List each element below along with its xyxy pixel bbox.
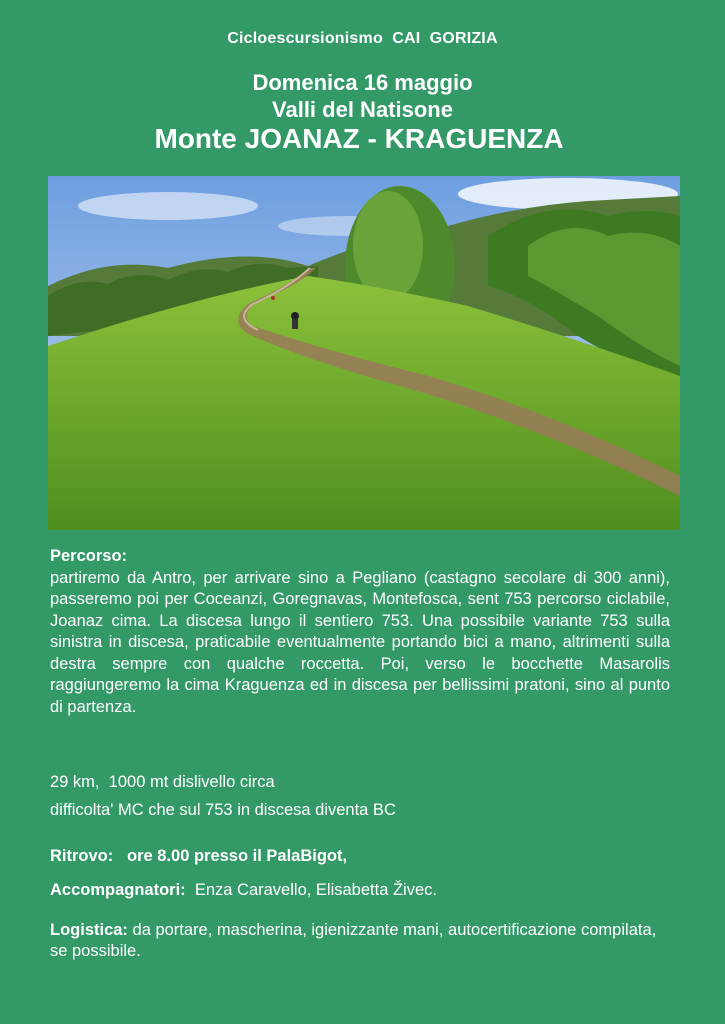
logistics-label: Logistica: [50, 921, 128, 939]
route-label: Percorso: [50, 547, 128, 565]
distance-text: 29 km, 1000 mt dislivello circa [50, 773, 275, 791]
logistics-text: da portare, mascherina, igienizzante mani, autocertificazione compilata, se possibile. [50, 921, 657, 960]
event-area: Valli del Natisone [272, 97, 453, 122]
route-section [50, 546, 670, 718]
guides-section [50, 880, 670, 902]
guides-label: Accompagnatori: [50, 881, 186, 899]
organization-header: Cicloescursionismo CAI GORIZIA [227, 30, 498, 47]
event-date: Domenica 16 maggio [252, 70, 473, 95]
difficulty-text: difficolta' MC che sul 753 in discesa diventa BC [50, 801, 396, 819]
guides-names: Enza Caravello, Elisabetta Živec. [185, 881, 437, 899]
logistics-section [50, 920, 670, 962]
landscape-photo-icon [48, 176, 680, 530]
route-text: partiremo da Antro, per arrivare sino a Pegliano (castagno secolare di 300 anni), passeremo poi per Coceanzi, Goregnavas, Montefosca, sent 753 percorso ciclabile, Joanaz cima. La discesa lungo il sentiero 753. Una possibile variante 753 sulla sinistra in discesa, praticabile eventualmente portando bici a mano, altrimenti sulla destra sempre con qualche roccetta. Poi, verso le bocchette Masarolis raggiungeremo la cima Kraguenza ed in discesa per bellissimi pratoni, sino al punto di partenza. [50, 568, 670, 716]
meeting-text: Ritrovo: ore 8.00 presso il PalaBigot, [50, 847, 348, 865]
stats-section [50, 768, 670, 824]
landscape-photo [48, 176, 680, 530]
event-title: Monte JOANAZ - KRAGUENZA [154, 123, 564, 154]
